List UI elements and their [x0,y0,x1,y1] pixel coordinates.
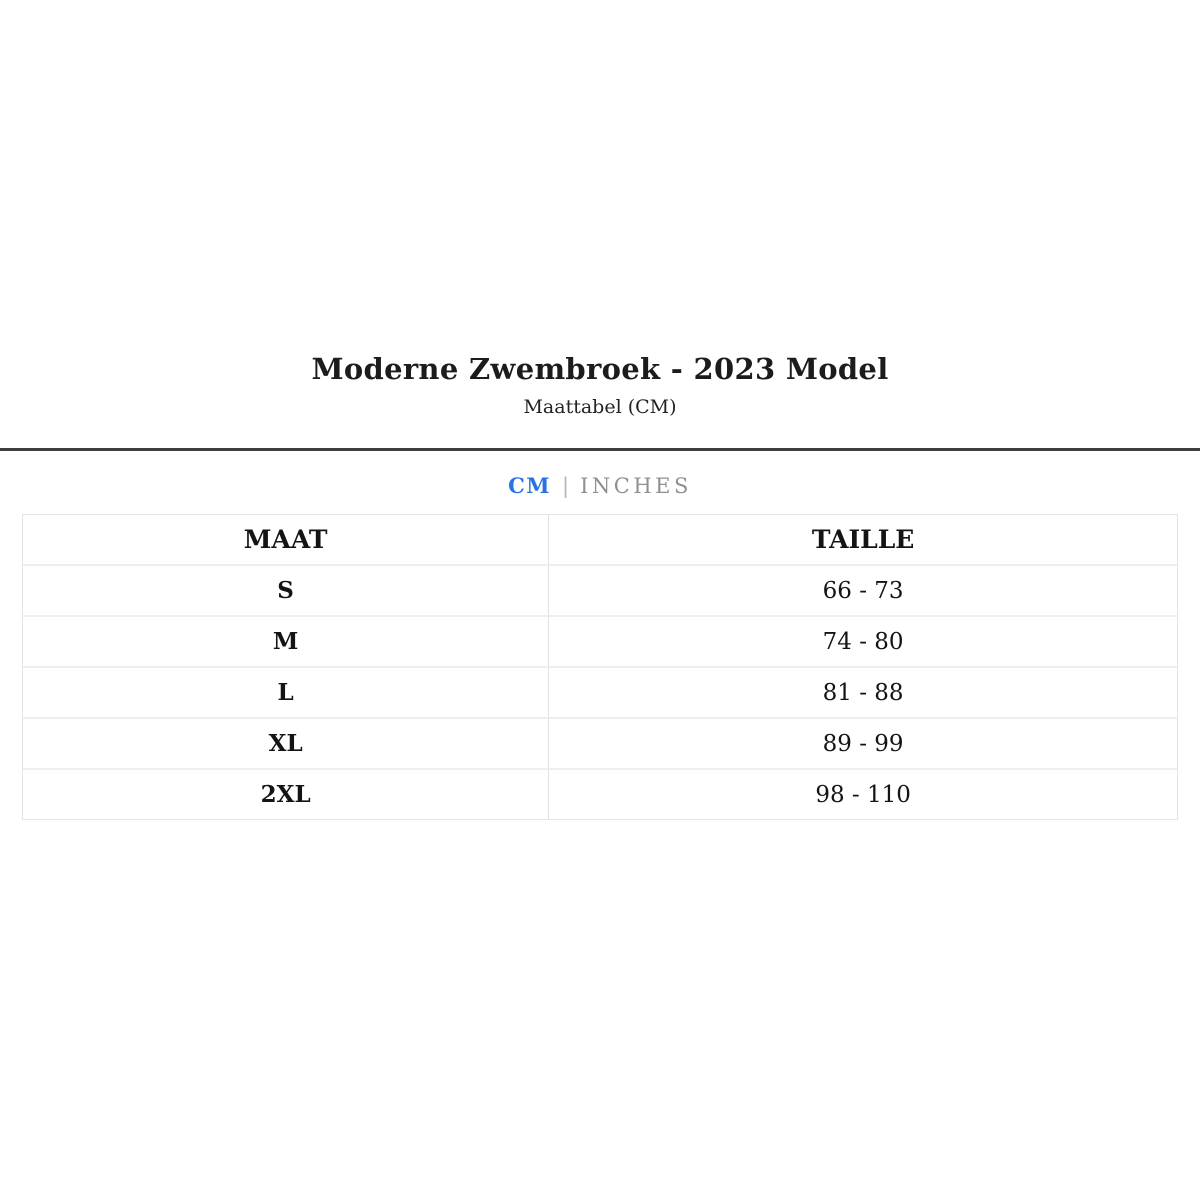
taille-cell: 74 - 80 [549,615,1177,666]
header-block [0,0,1200,418]
table-row [23,615,1177,666]
size-cell: M [23,615,549,666]
unit-toggle [0,473,1200,499]
table-row [23,717,1177,768]
page-subtitle: Maattabel (CM) [523,396,677,418]
size-table [22,514,1178,820]
table-row [23,768,1177,819]
divider-rule [0,448,1200,451]
size-cell: L [23,666,549,717]
unit-separator: | [562,474,570,498]
size-cell: S [23,564,549,615]
table-header-row [23,515,1177,564]
size-cell: XL [23,717,549,768]
page-title: Moderne Zwembroek - 2023 Model [311,352,889,386]
taille-cell: 81 - 88 [549,666,1177,717]
taille-cell: 66 - 73 [549,564,1177,615]
table-row [23,564,1177,615]
size-cell: 2XL [23,768,549,819]
unit-inches-link[interactable]: INCHES [580,474,692,498]
taille-cell: 98 - 110 [549,768,1177,819]
taille-cell: 89 - 99 [549,717,1177,768]
unit-cm-link[interactable]: CM [508,473,552,498]
table-row [23,666,1177,717]
column-header-maat: MAAT [23,515,549,564]
column-header-taille: TAILLE [549,515,1177,564]
